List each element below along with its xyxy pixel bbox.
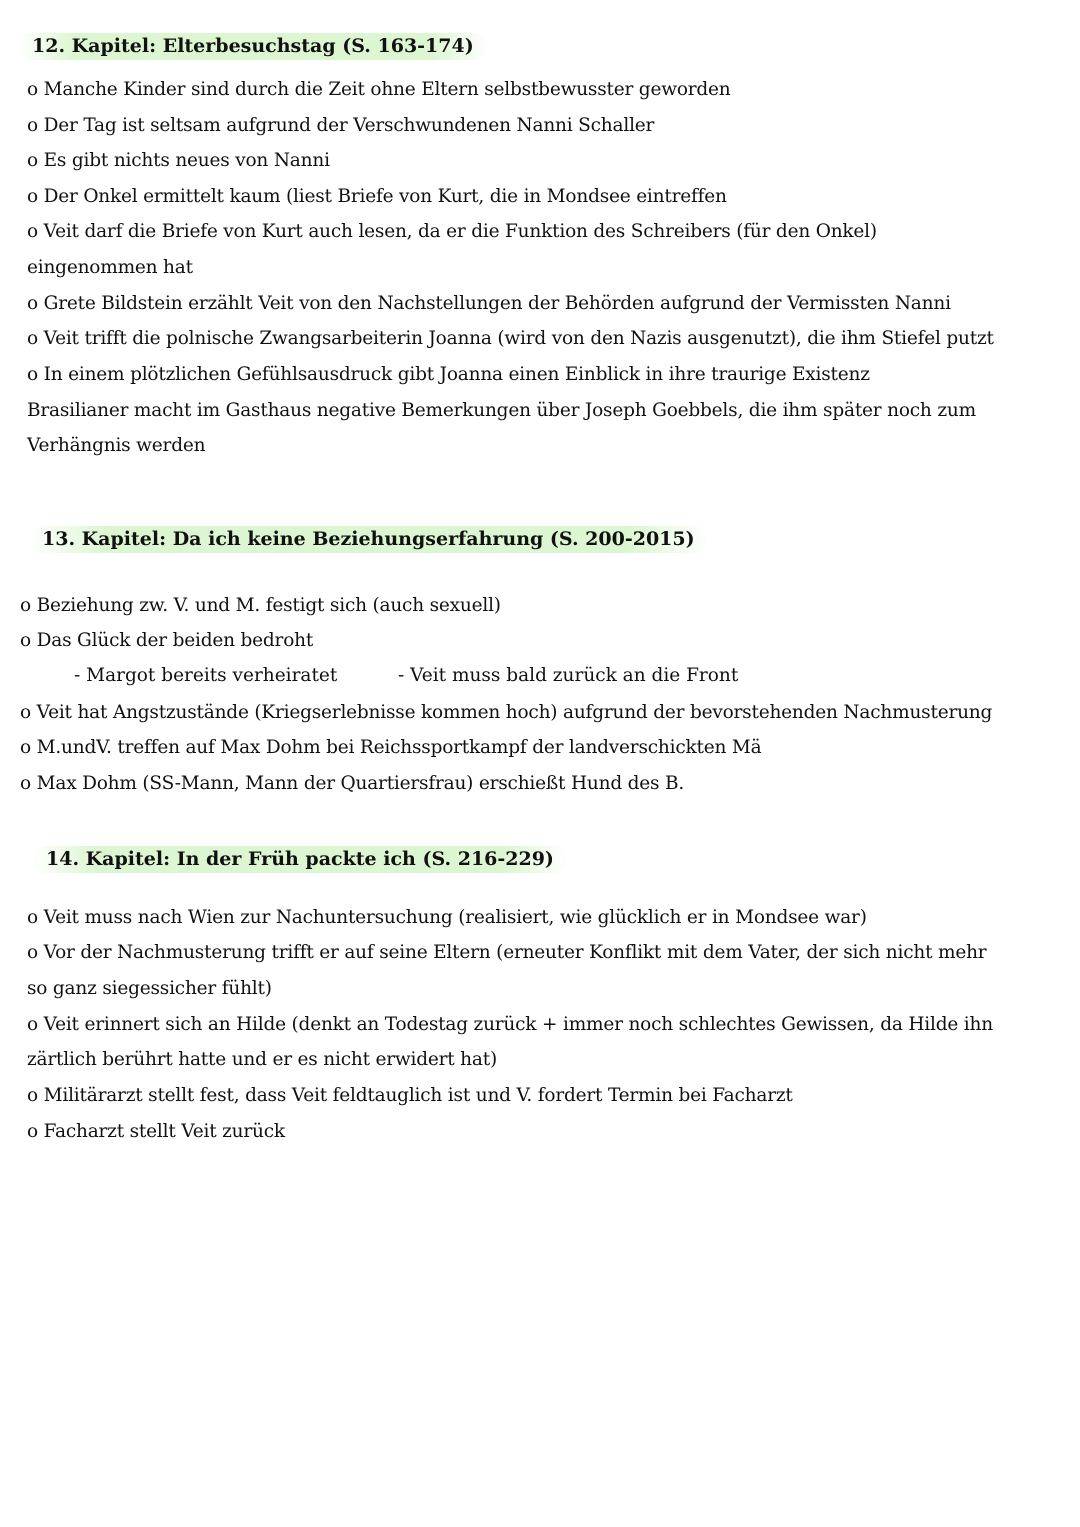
chapter-12-line: o Es gibt nichts neues von Nanni [27, 150, 330, 171]
chapter-12-line: o Veit darf die Briefe von Kurt auch lesen, da er die Funktion des Schreibers (für den Onkel) [27, 221, 877, 242]
chapter-12-line: o Der Onkel ermittelt kaum (liest Briefe von Kurt, die in Mondsee eintreffen [27, 186, 727, 207]
chapter-14-line: o Veit muss nach Wien zur Nachuntersuchung (realisiert, wie glücklich er in Mondsee war) [27, 907, 867, 928]
chapter-13-subpoint: - Margot bereits verheiratet [74, 665, 338, 686]
chapter-13-line: o Beziehung zw. V. und M. festigt sich (auch sexuell) [20, 595, 501, 616]
chapter-13-line: o Das Glück der beiden bedroht [20, 630, 314, 651]
chapter-12-line: o In einem plötzlichen Gefühlsausdruck gibt Joanna einen Einblick in ihre traurige Existenz [27, 364, 870, 385]
chapter-13-heading: 13. Kapitel: Da ich keine Beziehungserfahrung (S. 200-2015) [28, 526, 709, 553]
chapter-14-line: o Vor der Nachmusterung trifft er auf seine Eltern (erneuter Konflikt mit dem Vater, der sich nicht mehr [27, 942, 987, 963]
chapter-12-line: Brasilianer macht im Gasthaus negative Bemerkungen über Joseph Goebbels, die ihm später noch zum [27, 400, 976, 421]
chapter-14-heading: 14. Kapitel: In der Früh packte ich (S. 216-229) [32, 846, 568, 873]
chapter-12-line: Verhängnis werden [27, 435, 206, 456]
chapter-13-line: o Max Dohm (SS-Mann, Mann der Quartiersfrau) erschießt Hund des B. [20, 773, 685, 794]
chapter-13-line: o Veit hat Angstzustände (Kriegserlebnisse kommen hoch) aufgrund der bevorstehenden Nachmusterung [20, 702, 993, 723]
chapter-12-line: o Der Tag ist seltsam aufgrund der Verschwundenen Nanni Schaller [27, 115, 655, 136]
chapter-12-line: o Grete Bildstein erzählt Veit von den Nachstellungen der Behörden aufgrund der Vermissten Nanni [27, 293, 951, 314]
chapter-13-line: o M.undV. treffen auf Max Dohm bei Reichssportkampf der landverschickten Mä [20, 737, 762, 758]
chapter-14-line: so ganz siegessicher fühlt) [27, 978, 272, 999]
chapter-14-line: o Veit erinnert sich an Hilde (denkt an Todestag zurück + immer noch schlechtes Gewissen, da Hilde ihn [27, 1014, 993, 1035]
chapter-12-line: o Veit trifft die polnische Zwangsarbeiterin Joanna (wird von den Nazis ausgenutzt), die ihm Stiefel putzt [27, 328, 994, 349]
chapter-12-line: o Manche Kinder sind durch die Zeit ohne Eltern selbstbewusster geworden [27, 79, 731, 100]
chapter-14-line: o Facharzt stellt Veit zurück [27, 1121, 285, 1142]
chapter-14-line: o Militärarzt stellt fest, dass Veit feldtauglich ist und V. fordert Termin bei Facharzt [27, 1085, 793, 1106]
chapter-13-subpoint: - Veit muss bald zurück an die Front [398, 665, 739, 686]
chapter-12-heading: 12. Kapitel: Elterbesuchstag (S. 163-174) [18, 33, 488, 60]
chapter-14-line: zärtlich berührt hatte und er es nicht erwidert hat) [27, 1049, 497, 1070]
chapter-12-line: eingenommen hat [27, 257, 193, 278]
